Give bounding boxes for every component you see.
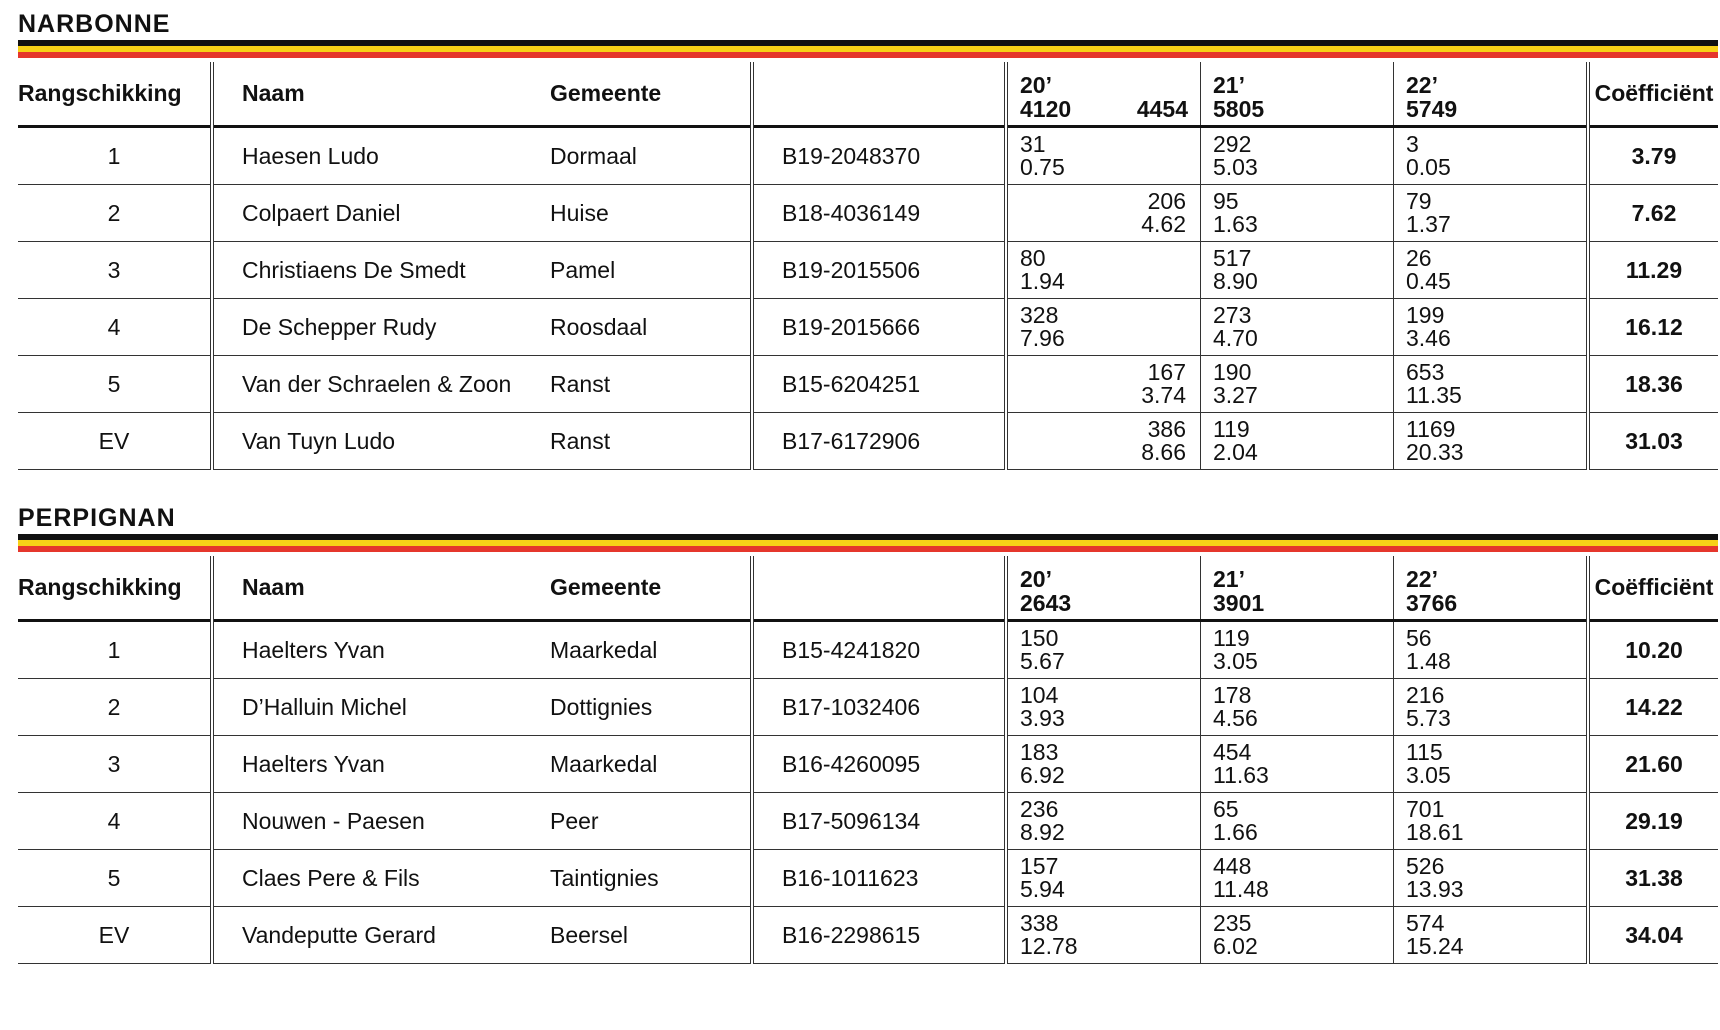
table-row (18, 413, 1718, 470)
name-cell: Colpaert Daniel (212, 185, 550, 242)
race-20-place: 183 (1020, 739, 1059, 765)
name-cell: De Schepper Rudy (212, 299, 550, 356)
race-21-cell (1201, 736, 1394, 793)
ring-number-cell: B17-5096134 (752, 793, 1006, 850)
rank-cell: 5 (18, 850, 212, 907)
town-cell: Pamel (550, 242, 752, 299)
coefficient-cell: 10.20 (1588, 621, 1718, 679)
race-22-place: 216 (1406, 682, 1445, 708)
race-22-place: 653 (1406, 359, 1445, 385)
race-20-coef: 8.66 (1141, 439, 1186, 465)
race-21-place: 517 (1213, 245, 1252, 271)
rank-cell: EV (18, 413, 212, 470)
header-race-20-value2: 4454 (1136, 95, 1188, 122)
table-row (18, 850, 1718, 907)
header-race-20-label: 20’ (1020, 565, 1052, 592)
race-20-cell (1006, 127, 1201, 185)
name-cell: Nouwen - Paesen (212, 793, 550, 850)
race-22-coef: 0.05 (1406, 154, 1451, 180)
header-race-20-value: 2643 (1020, 589, 1072, 616)
race-22-place: 79 (1406, 188, 1432, 214)
table-row (18, 185, 1718, 242)
header-race-22 (1394, 62, 1589, 127)
race-20-cell (1006, 907, 1201, 964)
race-21-place: 292 (1213, 131, 1252, 157)
race-22-coef: 11.35 (1406, 382, 1462, 408)
race-20-coef: 8.92 (1020, 819, 1065, 845)
race-21-cell (1201, 413, 1394, 470)
table-row (18, 907, 1718, 964)
race-21-cell (1201, 679, 1394, 736)
header-race-22 (1394, 556, 1589, 621)
town-cell: Ranst (550, 356, 752, 413)
race-20-cell (1006, 413, 1201, 470)
header-race-21 (1201, 556, 1394, 621)
race-21-cell (1201, 185, 1394, 242)
town-cell: Huise (550, 185, 752, 242)
coefficient-cell: 11.29 (1588, 242, 1718, 299)
race-21-cell (1201, 356, 1394, 413)
ring-number-cell: B18-4036149 (752, 185, 1006, 242)
rank-cell: 3 (18, 242, 212, 299)
name-cell: Vandeputte Gerard (212, 907, 550, 964)
header-town: Gemeente (550, 556, 752, 621)
race-20-place: 157 (1020, 853, 1059, 879)
race-22-coef: 3.46 (1406, 325, 1451, 351)
table-body (18, 127, 1718, 470)
race-20-cell (1006, 185, 1201, 242)
race-20-coef: 0.75 (1020, 154, 1065, 180)
race-20-cell (1006, 621, 1201, 679)
header-race-21-label: 21’ (1213, 71, 1245, 98)
race-22-place: 26 (1406, 245, 1432, 271)
race-22-cell (1394, 127, 1589, 185)
name-cell: Haelters Yvan (212, 736, 550, 793)
belgian-flag-stripe (18, 534, 1718, 552)
race-20-cell (1006, 356, 1201, 413)
race-21-cell (1201, 242, 1394, 299)
town-cell: Maarkedal (550, 621, 752, 679)
race-20-coef: 3.74 (1141, 382, 1186, 408)
race-22-cell (1394, 736, 1589, 793)
race-20-coef: 1.94 (1020, 268, 1065, 294)
ring-number-cell: B19-2015506 (752, 242, 1006, 299)
header-race-21 (1201, 62, 1394, 127)
header-race-21-label: 21’ (1213, 565, 1245, 592)
race-22-coef: 0.45 (1406, 268, 1451, 294)
race-22-place: 701 (1406, 796, 1445, 822)
race-21-place: 273 (1213, 302, 1252, 328)
town-cell: Maarkedal (550, 736, 752, 793)
race-20-cell (1006, 679, 1201, 736)
coefficient-cell: 29.19 (1588, 793, 1718, 850)
race-20-cell (1006, 793, 1201, 850)
town-cell: Beersel (550, 907, 752, 964)
race-21-cell (1201, 907, 1394, 964)
race-22-cell (1394, 679, 1589, 736)
header-coefficient: Coëfficiënt (1588, 556, 1718, 621)
name-cell: Haesen Ludo (212, 127, 550, 185)
section-title: PERPIGNAN (18, 504, 176, 532)
header-race-20 (1006, 556, 1201, 621)
name-cell: Claes Pere & Fils (212, 850, 550, 907)
town-cell: Ranst (550, 413, 752, 470)
race-20-place: 328 (1020, 302, 1059, 328)
race-20-place: 150 (1020, 625, 1059, 651)
race-21-coef: 5.03 (1213, 154, 1258, 180)
table-row (18, 679, 1718, 736)
header-race-20 (1006, 62, 1201, 127)
race-20-coef: 5.67 (1020, 648, 1065, 674)
rank-cell: 4 (18, 299, 212, 356)
race-20-place: 236 (1020, 796, 1059, 822)
header-race-22-label: 22’ (1406, 71, 1438, 98)
race-21-place: 235 (1213, 910, 1252, 936)
ring-number-cell: B15-6204251 (752, 356, 1006, 413)
ring-number-cell: B17-1032406 (752, 679, 1006, 736)
race-21-place: 65 (1213, 796, 1239, 822)
race-21-coef: 3.27 (1213, 382, 1258, 408)
race-21-place: 178 (1213, 682, 1252, 708)
coefficient-cell: 16.12 (1588, 299, 1718, 356)
rank-cell: EV (18, 907, 212, 964)
belgian-flag-stripe (18, 40, 1718, 58)
race-21-cell (1201, 850, 1394, 907)
race-22-cell (1394, 621, 1589, 679)
race-21-coef: 3.05 (1213, 648, 1258, 674)
table-row (18, 127, 1718, 185)
results-table (18, 556, 1718, 964)
rank-cell: 1 (18, 127, 212, 185)
race-22-coef: 15.24 (1406, 933, 1464, 959)
town-cell: Roosdaal (550, 299, 752, 356)
race-20-place: 80 (1020, 245, 1046, 271)
race-21-place: 119 (1213, 625, 1250, 651)
header-ring (752, 556, 1006, 621)
race-21-cell (1201, 621, 1394, 679)
race-21-coef: 11.48 (1213, 876, 1269, 902)
town-cell: Taintignies (550, 850, 752, 907)
race-22-coef: 18.61 (1406, 819, 1464, 845)
race-20-cell (1006, 850, 1201, 907)
section-title: NARBONNE (18, 10, 171, 38)
town-cell: Peer (550, 793, 752, 850)
results-table (18, 62, 1718, 470)
table-row (18, 621, 1718, 679)
rank-cell: 2 (18, 185, 212, 242)
race-22-cell (1394, 907, 1589, 964)
town-cell: Dottignies (550, 679, 752, 736)
race-21-cell (1201, 127, 1394, 185)
race-22-place: 199 (1406, 302, 1445, 328)
header-town: Gemeente (550, 62, 752, 127)
race-22-place: 1169 (1406, 416, 1456, 442)
race-22-cell (1394, 356, 1589, 413)
race-20-place: 338 (1020, 910, 1059, 936)
header-coefficient: Coëfficiënt (1588, 62, 1718, 127)
coefficient-cell: 14.22 (1588, 679, 1718, 736)
race-21-coef: 1.63 (1213, 211, 1258, 237)
table-header-row (18, 62, 1718, 127)
race-21-cell (1201, 793, 1394, 850)
race-20-place: 167 (1147, 359, 1186, 385)
header-race-22-label: 22’ (1406, 565, 1438, 592)
rank-cell: 5 (18, 356, 212, 413)
race-22-cell (1394, 299, 1589, 356)
race-20-place: 104 (1020, 682, 1059, 708)
race-22-place: 56 (1406, 625, 1432, 651)
coefficient-cell: 7.62 (1588, 185, 1718, 242)
race-21-place: 119 (1213, 416, 1250, 442)
race-20-coef: 5.94 (1020, 876, 1065, 902)
race-21-coef: 4.56 (1213, 705, 1258, 731)
table-row (18, 242, 1718, 299)
race-22-place: 3 (1406, 131, 1419, 157)
header-ring (752, 62, 1006, 127)
race-20-coef: 6.92 (1020, 762, 1065, 788)
ring-number-cell: B16-4260095 (752, 736, 1006, 793)
race-21-coef: 11.63 (1213, 762, 1269, 788)
rank-cell: 1 (18, 621, 212, 679)
race-21-coef: 6.02 (1213, 933, 1258, 959)
race-21-place: 95 (1213, 188, 1239, 214)
header-name: Naam (212, 556, 550, 621)
race-21-coef: 2.04 (1213, 439, 1258, 465)
race-20-cell (1006, 242, 1201, 299)
table-row (18, 356, 1718, 413)
race-22-coef: 3.05 (1406, 762, 1451, 788)
race-22-cell (1394, 185, 1589, 242)
name-cell: Haelters Yvan (212, 621, 550, 679)
name-cell: Christiaens De Smedt (212, 242, 550, 299)
race-22-cell (1394, 793, 1589, 850)
race-22-coef: 5.73 (1406, 705, 1451, 731)
table-row (18, 793, 1718, 850)
race-20-coef: 3.93 (1020, 705, 1065, 731)
race-22-cell (1394, 850, 1589, 907)
header-race-20-value: 4120 (1020, 95, 1072, 122)
race-22-cell (1394, 242, 1589, 299)
race-21-coef: 4.70 (1213, 325, 1258, 351)
header-race-21-value: 3901 (1213, 589, 1265, 616)
header-rank: Rangschikking (18, 62, 212, 127)
race-22-coef: 1.37 (1406, 211, 1451, 237)
coefficient-cell: 31.38 (1588, 850, 1718, 907)
header-race-22-value: 5749 (1406, 95, 1458, 122)
coefficient-cell: 31.03 (1588, 413, 1718, 470)
race-20-cell (1006, 299, 1201, 356)
town-cell: Dormaal (550, 127, 752, 185)
coefficient-cell: 21.60 (1588, 736, 1718, 793)
table-body (18, 621, 1718, 964)
header-race-22-value: 3766 (1406, 589, 1458, 616)
race-21-cell (1201, 299, 1394, 356)
race-22-cell (1394, 413, 1589, 470)
coefficient-cell: 18.36 (1588, 356, 1718, 413)
table-row (18, 736, 1718, 793)
race-20-coef: 7.96 (1020, 325, 1065, 351)
coefficient-cell: 34.04 (1588, 907, 1718, 964)
rank-cell: 4 (18, 793, 212, 850)
race-20-coef: 12.78 (1020, 933, 1078, 959)
coefficient-cell: 3.79 (1588, 127, 1718, 185)
race-21-coef: 8.90 (1213, 268, 1258, 294)
race-21-place: 448 (1213, 853, 1252, 879)
rank-cell: 3 (18, 736, 212, 793)
header-rank: Rangschikking (18, 556, 212, 621)
race-22-place: 574 (1406, 910, 1445, 936)
header-name: Naam (212, 62, 550, 127)
race-22-place: 526 (1406, 853, 1445, 879)
table-row (18, 299, 1718, 356)
race-22-coef: 20.33 (1406, 439, 1464, 465)
ring-number-cell: B15-4241820 (752, 621, 1006, 679)
race-20-place: 206 (1147, 188, 1186, 214)
ring-number-cell: B19-2015666 (752, 299, 1006, 356)
ring-number-cell: B16-2298615 (752, 907, 1006, 964)
race-22-place: 115 (1406, 739, 1443, 765)
name-cell: Van der Schraelen & Zoon (212, 356, 550, 413)
race-22-coef: 13.93 (1406, 876, 1464, 902)
name-cell: Van Tuyn Ludo (212, 413, 550, 470)
table-header-row (18, 556, 1718, 621)
race-20-place: 31 (1020, 131, 1046, 157)
race-20-place: 386 (1147, 416, 1186, 442)
header-race-20-label: 20’ (1020, 71, 1052, 98)
race-21-place: 454 (1213, 739, 1252, 765)
header-race-21-value: 5805 (1213, 95, 1265, 122)
race-22-coef: 1.48 (1406, 648, 1451, 674)
ring-number-cell: B17-6172906 (752, 413, 1006, 470)
rank-cell: 2 (18, 679, 212, 736)
race-20-cell (1006, 736, 1201, 793)
name-cell: D’Halluin Michel (212, 679, 550, 736)
race-20-coef: 4.62 (1141, 211, 1186, 237)
race-21-coef: 1.66 (1213, 819, 1258, 845)
ring-number-cell: B16-1011623 (752, 850, 1006, 907)
ring-number-cell: B19-2048370 (752, 127, 1006, 185)
race-21-place: 190 (1213, 359, 1252, 385)
